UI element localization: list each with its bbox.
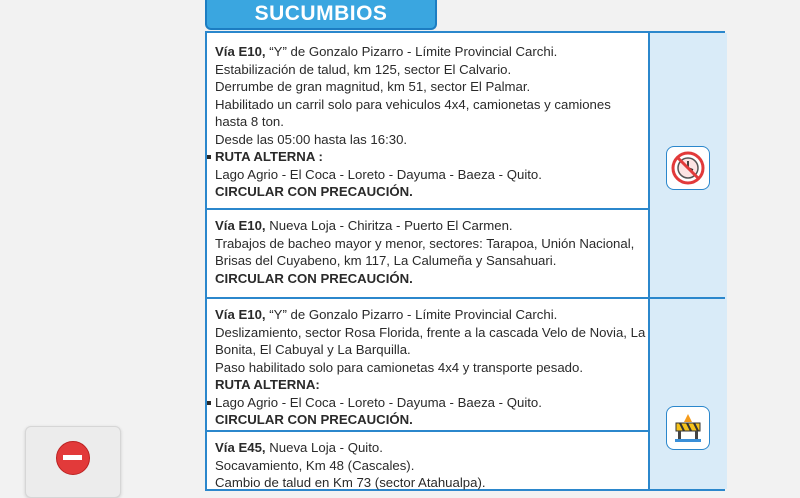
road-entry-1 [207,33,648,201]
caution-notice [215,270,648,288]
entry-line [215,439,648,457]
entry-line: Derrumbe de gran magnitud, km 51, sector El Palmar. [215,79,531,94]
route-name: Vía E10, [215,307,266,322]
alternate-route-label: RUTA ALTERNA : [215,149,323,164]
alternate-route-text: Lago Agrio - El Coca - Loreto - Dayuma - Baeza - Quito. [215,166,542,182]
entry-line: Cambio de talud en Km 73 (sector Atahualpa). [215,475,486,490]
province-header-tab [205,0,437,30]
route-section: “Y” de Gonzalo Pizarro - Límite Provincial Carchi. [265,307,558,322]
entry-line: Desde las 05:00 hasta las 16:30. [215,131,408,147]
entry-line: Estabilización de talud, km 125, sector El Calvario. [215,61,512,77]
entry-line: Trabajos de bacheo mayor y menor, sectores: Tarapoa, Unión Nacional, [215,235,635,251]
road-barrier-icon [672,412,704,444]
road-entry-4 [207,432,648,492]
caution-notice [215,183,648,201]
entry-line [215,43,648,61]
road-entry-2 [207,210,648,287]
route-name: Vía E10, [215,44,266,59]
entry-line: hasta 8 ton. [215,114,284,129]
alternate-route-heading [215,148,648,166]
icon-column [648,33,727,489]
route-section: Nueva Loja - Chiritza - Puerto El Carmen. [265,218,513,233]
road-entry-3 [207,299,648,429]
road-status-table [205,31,725,491]
entry-line [215,306,648,324]
province-title: SUCUMBIOS [254,2,388,25]
entry-line: Brisas del Cuyabeno, km 117, La Calumeña y Sansahuari. [215,253,557,268]
schedule-restriction-icon-box [666,146,710,190]
caution-label: CIRCULAR CON PRECAUCIÓN. [215,184,413,199]
road-works-icon-box [666,406,710,450]
entry-line: Paso habilitado solo para camionetas 4x4 y transporte pesado. [215,359,584,375]
route-section: Nueva Loja - Quito. [265,440,383,455]
alternate-route-heading [215,376,648,394]
caution-label: CIRCULAR CON PRECAUCIÓN. [215,270,413,286]
stop-action-button[interactable] [25,426,121,498]
caution-label: CIRCULAR CON PRECAUCIÓN. [215,412,413,427]
route-name: Vía E45, [215,440,266,455]
route-name: Vía E10, [215,218,266,233]
entry-line: Socavamiento, Km 48 (Cascales). [215,457,415,473]
entry-line: Deslizamiento, sector Rosa Florida, frente a la cascada Velo de Novia, La [215,324,646,340]
entry-line [215,217,648,235]
caution-notice [215,411,648,429]
entry-line: Bonita, El Cabuyal y La Barquilla. [215,342,411,357]
prohibited-clock-icon [671,151,705,185]
no-entry-icon [56,441,90,475]
alternate-route-text: Lago Agrio - El Coca - Loreto - Dayuma - Baeza - Quito. [215,394,648,412]
route-section: “Y” de Gonzalo Pizarro - Límite Provincial Carchi. [265,44,558,59]
entry-line: Habilitado un carril solo para vehiculos 4x4, camionetas y camiones [215,96,611,112]
alternate-route-label: RUTA ALTERNA: [215,377,320,392]
